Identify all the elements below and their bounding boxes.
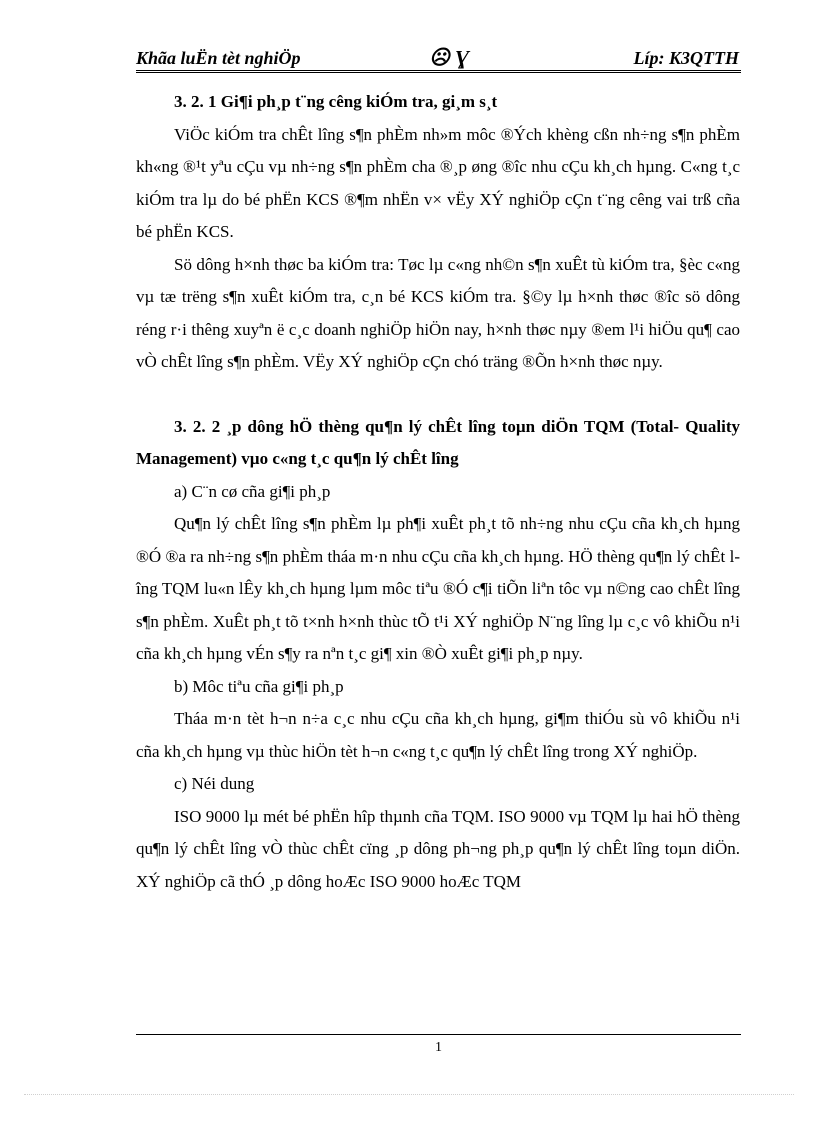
page-number: 1 (435, 1040, 442, 1055)
page-bottom-dotted-line (24, 1094, 794, 1095)
subsection-c-title: c) Néi dung (174, 774, 255, 793)
section-3-2-2-heading: 3. 2. 2 ¸p dông hÖ thèng qu¶n lý chÊt lîng toµn diÖn TQM (Total- Quality Management) vµo c«ng t¸c qu¶n lý chÊt lîng (136, 416, 740, 468)
header-title: Khãa luËn tèt nghiÖp (136, 48, 301, 68)
subsection-a-paragraph: Qu¶n lý chÊt lîng s¶n phÈm lµ ph¶i xuÊt ph¸t tõ nh÷ng nhu cÇu cña kh¸ch hµng ®Ó ®a ra nh÷ng s¶n phÈm tháa m·n nhu cÇu cña kh¸ch hµng. HÖ thèng qu¶n lý chÊt lîng TQM lu«n lÊy kh¸ch hµng lµm môc tiªu ®Ó c¶i tiÕn liªn tôc vµ n©ng cao chÊt lîng s¶n phÈm. XuÊt ph¸t tõ t×nh h×nh thùc tÕ t¹i XÝ nghiÖp N¨ng lîng lµ c¸c vô khiÕu n¹i cña kh¸ch hµng vÉn s¶y ra nªn t¸c gi¶ xin ®Ò xuÊt gi¶i ph¸p nµy. (136, 514, 740, 663)
subsection-b-paragraph: Tháa m·n tèt h¬n n÷a c¸c nhu cÇu cña kh¸ch hµng, gi¶m thiÓu sù vô khiÕu n¹i cña kh¸ch hµng vµ thùc hiÖn tèt h¬n c«ng t¸c qu¶n lý chÊt lîng trong XÝ nghiÖp. (136, 709, 740, 761)
header-divider (136, 70, 741, 73)
section-3-2-1-paragraph-1: ViÖc kiÓm tra chÊt lîng s¶n phÈm nh»m môc ®Ých khèng cßn nh÷ng s¶n phÈm kh«ng ®¹t yªu cÇu vµ nh÷ng s¶n phÈm cha ®¸p øng ®îc nhu cÇu kh¸ch hµng. C«ng t¸c kiÓm tra lµ do bé phËn KCS ®¶m nhËn v× vËy XÝ nghiÖp cÇn t¨ng cêng vai trß cña bé phËn KCS. (136, 124, 740, 241)
page-header (136, 46, 741, 70)
section-3-2-1-paragraph-2: Sö dông h×nh thøc ba kiÓm tra: Tøc lµ c«ng nh©n s¶n xuÊt tù kiÓm tra, §èc c«ng vµ tæ trëng s¶n xuÊt kiÓm tra, c¸n bé KCS kiÓm tra. §©y lµ h×nh thøc ®îc sö dông réng r·i thêng xuyªn ë c¸c doanh nghiÖp hiÖn nay, h×nh thøc nµy ®em l¹i hiÖu qu¶ cao vÒ chÊt lîng s¶n phÈm. VËy XÝ nghiÖp cÇn chó träng ®Õn h×nh thøc nµy. (136, 254, 740, 371)
subsection-b-title: b) Môc tiªu cña gi¶i ph¸p (174, 676, 344, 696)
document-body (136, 86, 740, 898)
subsection-a-title: a) C¨n cø cña gi¶i ph¸p (174, 481, 331, 501)
header-class: Líp: K3QTTH (633, 48, 739, 68)
subsection-c-paragraph: ISO 9000 lµ mét bé phËn hîp thµnh cña TQM. ISO 9000 vµ TQM lµ hai hÖ thèng qu¶n lý chÊt lîng vÒ thùc chÊt cïng ¸p dông ph¬ng ph¸p qu¶n lý chÊt lîng toµn diÖn. XÝ nghiÖp cã thÓ ¸p dông hoÆc ISO 9000 hoÆc TQM (136, 806, 740, 891)
header-ornament: ☹ Ɣ (429, 47, 469, 69)
section-3-2-1-heading: 3. 2. 1 Gi¶i ph¸p t¨ng cêng kiÓm tra, gi¸m s¸t (174, 92, 498, 111)
footer-divider (136, 1034, 741, 1035)
section-spacer (136, 379, 740, 411)
